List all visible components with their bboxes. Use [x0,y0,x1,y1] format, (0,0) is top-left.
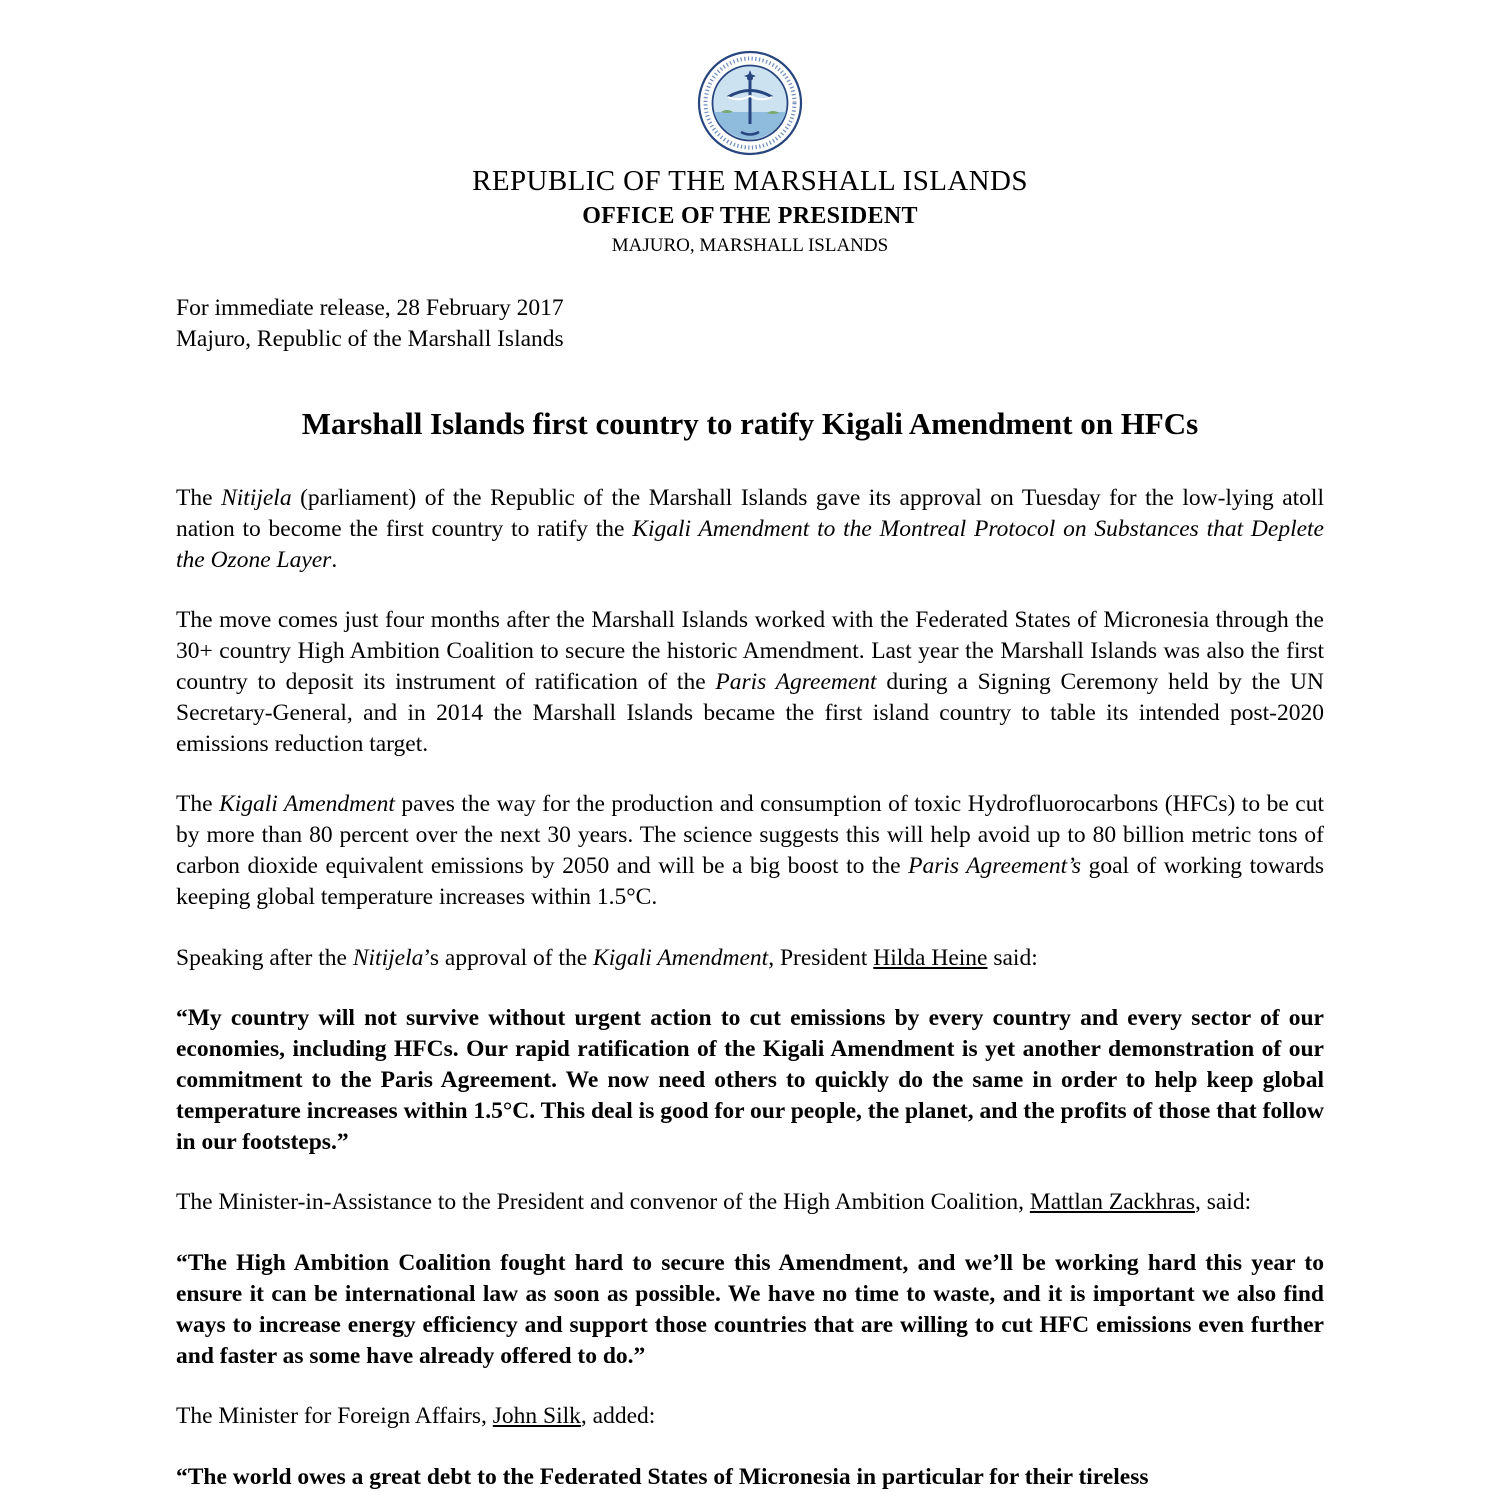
release-line-2: Majuro, Republic of the Marshall Islands [176,326,564,352]
text-run: , added: [580,1403,656,1430]
text-run: The move comes just four months after the Marshall Islands worked with the Federated States of Micronesia through the 30+ country High Ambition Coalition to secure the historic Amendment. Last year the Marshall Islands was also the first country to deposit its instrument of ratification of the [176,607,1324,695]
text-run: “My country will not survive without urgent action to cut emissions by every country and every sector of our economies, including HFCs. Our rapid ratification of the Kigali Amendment is yet another demonstration of our commitment to the Paris Agreement. We now need others to quickly do the same in order to help keep global temperature increases within 1.5°C. This deal is good for our people, the planet, and the profits of those that follow in our footsteps.” [176,1005,1324,1155]
text-run: . [331,546,338,573]
text-run: The Minister for Foreign Affairs, [176,1403,493,1430]
text-run: ’s approval of the [423,944,594,971]
letterhead-location: MAJURO, MARSHALL ISLANDS [611,235,889,256]
text-run: Kigali Amendment [593,944,769,971]
paragraph [176,943,1324,974]
text-run: Kigali Amendment [219,791,395,818]
paragraph [176,1003,1324,1157]
underlined-name: Mattlan Zackhras [1029,1189,1195,1216]
paragraph [176,605,1324,759]
text-run: Speaking after the [176,944,353,971]
text-run: The [176,485,222,511]
text-run: Paris Agreement [715,668,877,695]
text-run: goal of working towards keeping global temperature increases within 1.5°C. [176,852,1324,910]
text-run: , said: [1194,1189,1252,1216]
paragraph [176,789,1324,912]
article-body [176,483,1324,1493]
release-line-1: For immediate release, 28 February 2017 [176,295,564,321]
underlined-name: Hilda Heine [873,944,988,971]
text-run: said: [987,944,1038,971]
paragraph [176,1248,1324,1371]
text-run: , President [768,944,874,971]
text-run: “The High Ambition Coalition fought hard to secure this Amendment, and we’ll be working hard this year to ensure it can be international law as soon as possible. We have no time to waste, and it is important we also find ways to increase energy efficiency and support those countries that are willing to cut HFC emissions even further and faster as some have already offered to do.” [176,1250,1324,1369]
paragraph [176,1401,1324,1432]
text-run: during a Signing Ceremony held by the UN Secretary-General, and in 2014 the Marshall Islands became the first island country to table its intended post-2020 emissions reduction target. [176,668,1324,757]
letterhead-office: OFFICE OF THE PRESIDENT [582,203,918,229]
text-run: (parliament) of the Republic of the Marshall Islands gave its approval on Tuesday for the low-lying atoll nation to become the first country to ratify the [176,485,1324,542]
paragraph [176,483,1324,575]
document-content [0,293,1500,1493]
text-run: paves the way for the production and consumption of toxic Hydrofluorocarbons (HFCs) to be cut by more than 80 percent over the next 30 years. The science suggests this will help avoid up to 80 billion metric tons of carbon dioxide equivalent emissions by 2050 and will be a big boost to the [176,791,1324,879]
headline: Marshall Islands first country to ratify Kigali Amendment on HFCs [301,406,1199,441]
text-run: The [176,791,220,818]
marshall-islands-seal-icon [697,50,803,156]
text-run: The Minister-in-Assistance to the President and convenor of the High Ambition Coalition, [176,1189,1030,1216]
underlined-name: John Silk [492,1403,581,1430]
release-info [176,293,1324,355]
text-run: Nitijela [352,944,424,971]
letterhead [0,0,1500,257]
paragraph [176,1187,1324,1218]
text-run: “The world owes a great debt to the Federated States of Micronesia in particular for their tireless [176,1464,1149,1491]
text-run: Kigali Amendment to the Montreal Protocol on Substances that Deplete the Ozone Layer [176,515,1324,573]
text-run: Paris Agreement’s [908,852,1082,879]
text-run: Nitijela [221,485,292,511]
letterhead-country: REPUBLIC OF THE MARSHALL ISLANDS [472,165,1028,197]
paragraph [176,1462,1324,1493]
